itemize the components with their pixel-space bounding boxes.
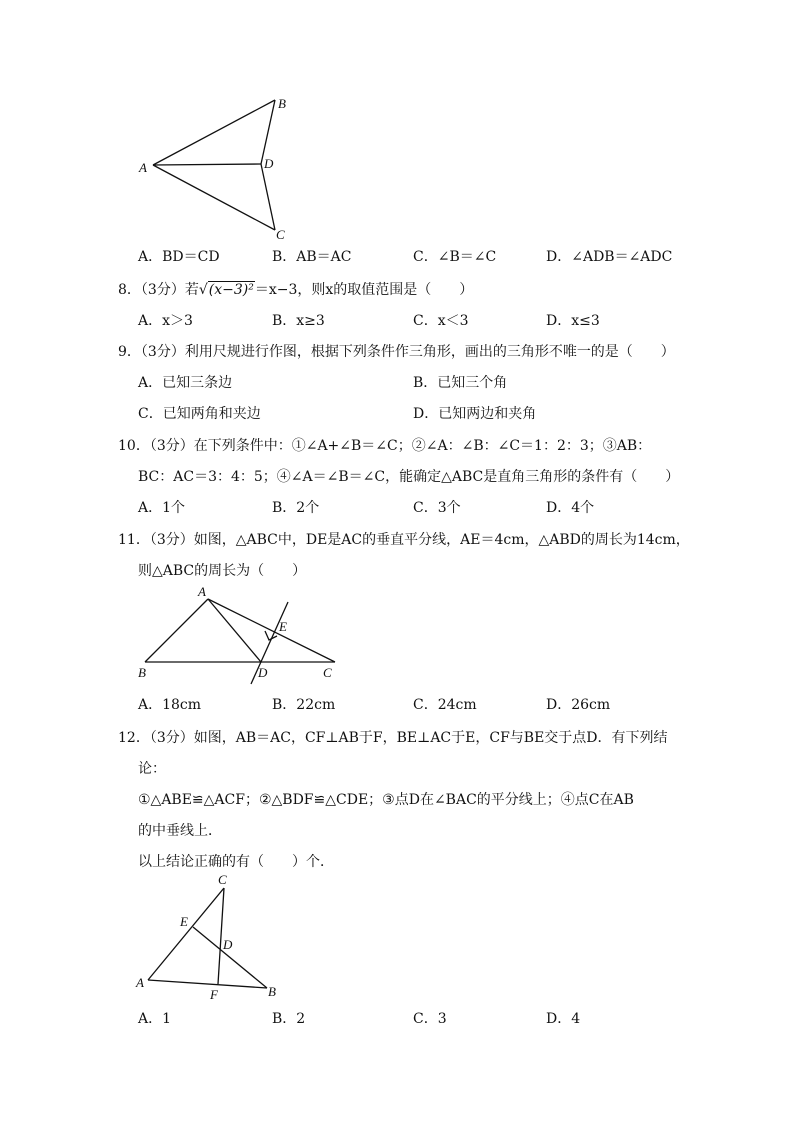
q8-option-a[interactable]: A．x＞3 <box>138 313 193 329</box>
q12-option-a[interactable]: A．1 <box>138 1011 172 1027</box>
label-a: A <box>198 584 206 599</box>
q11-stem-line1: 11．（3分）如图，△ABC中，DE是AC的垂直平分线，AE＝4cm，△ABD的周长为14cm， <box>118 532 690 548</box>
q11-option-d[interactable]: D．26cm <box>546 697 611 713</box>
q11-option-c[interactable]: C．24cm <box>413 697 477 713</box>
label-c: C <box>276 227 285 242</box>
segment-ab <box>153 100 275 165</box>
label-d: D <box>258 665 268 680</box>
q7-figure <box>130 92 300 242</box>
q12-stem-line5: 以上结论正确的有（ ）个． <box>138 854 334 870</box>
q10-option-b[interactable]: B．2个 <box>272 500 320 516</box>
segment-dc <box>261 164 275 230</box>
segment-bd <box>261 100 275 164</box>
q9-option-b[interactable]: B．已知三个角 <box>413 375 508 391</box>
q9-option-a[interactable]: A．已知三条边 <box>138 375 233 391</box>
q9-option-d[interactable]: D．已知两边和夹角 <box>413 406 537 422</box>
q8-post: ＝x−3，则x的取值范围是（ ） <box>254 282 474 298</box>
perpendicular-bisector-de <box>251 602 288 684</box>
q7-option-c[interactable]: C．∠B＝∠C <box>413 249 497 265</box>
q8-option-c[interactable]: C．x＜3 <box>413 313 469 329</box>
q7-option-a[interactable]: A．BD＝CD <box>138 249 220 265</box>
q10-option-d[interactable]: D．4个 <box>546 500 595 516</box>
q12-option-c[interactable]: C．3 <box>413 1011 447 1027</box>
q12-figure <box>130 872 290 1007</box>
segment-ac <box>153 165 275 230</box>
label-b: B <box>278 96 286 111</box>
q10-option-a[interactable]: A．1个 <box>138 500 186 516</box>
label-c: C <box>218 872 227 887</box>
q12-option-d[interactable]: D．4 <box>546 1011 581 1027</box>
segment-ab <box>145 599 208 662</box>
segment-cf <box>218 888 224 984</box>
segment-ac <box>148 888 224 980</box>
q12-stem-line2: 论： <box>138 761 166 777</box>
segment-ab <box>148 980 267 988</box>
segment-ad <box>208 599 261 662</box>
q8-option-b[interactable]: B．x≥3 <box>272 313 325 329</box>
q12-stem-line1: 12．（3分）如图，AB＝AC，CF⊥AB于F，BE⊥AC于E，CF与BE交于点D．有下列结 <box>118 730 668 746</box>
segment-ac <box>208 599 335 662</box>
q11-option-b[interactable]: B．22cm <box>272 697 336 713</box>
q8-radical: (x−3)² <box>208 282 254 298</box>
q11-stem-line2: 则△ABC的周长为（ ） <box>138 563 307 579</box>
q11-figure <box>130 584 350 694</box>
label-d: D <box>264 156 274 171</box>
label-e: E <box>180 914 188 929</box>
label-c: C <box>323 665 332 680</box>
segment-ad <box>153 164 261 165</box>
q12-option-b[interactable]: B．2 <box>272 1011 306 1027</box>
q12-stem-line3: ①△ABE≌△ACF；②△BDF≌△CDE；③点D在∠BAC的平分线上；④点C在AB <box>138 792 634 808</box>
q12-stem-line4: 的中垂线上． <box>138 823 222 839</box>
q10-option-c[interactable]: C．3个 <box>413 500 461 516</box>
q9-option-c[interactable]: C．已知两角和夹边 <box>138 406 261 422</box>
label-e: E <box>279 619 287 634</box>
q7-option-b[interactable]: B．AB＝AC <box>272 249 352 265</box>
label-d: D <box>223 937 233 952</box>
label-a: A <box>136 975 144 990</box>
q8-score: （3分） <box>140 282 185 298</box>
q8-number: 8． <box>118 282 141 298</box>
sqrt-sign: √ <box>198 282 208 298</box>
q10-stem-line1: 10．（3分）在下列条件中：①∠A+∠B＝∠C；②∠A：∠B：∠C＝1：2：3；③AB： <box>118 438 652 454</box>
label-b: B <box>268 984 276 999</box>
q11-option-a[interactable]: A．18cm <box>138 697 202 713</box>
q8-pre: 若 <box>184 282 199 298</box>
q7-option-d[interactable]: D．∠ADB＝∠ADC <box>546 249 673 265</box>
label-a: A <box>139 160 147 175</box>
label-b: B <box>138 665 146 680</box>
q8-option-d[interactable]: D．x≤3 <box>546 313 600 329</box>
q8-stem <box>118 283 473 297</box>
q10-stem-line2: BC：AC＝3：4：5；④∠A＝∠B＝∠C，能确定△ABC是直角三角形的条件有（ ） <box>138 469 680 485</box>
label-f: F <box>210 987 218 1002</box>
q9-stem: 9．（3分）利用尺规进行作图，根据下列条件作三角形，画出的三角形不唯一的是（ ） <box>118 344 675 360</box>
